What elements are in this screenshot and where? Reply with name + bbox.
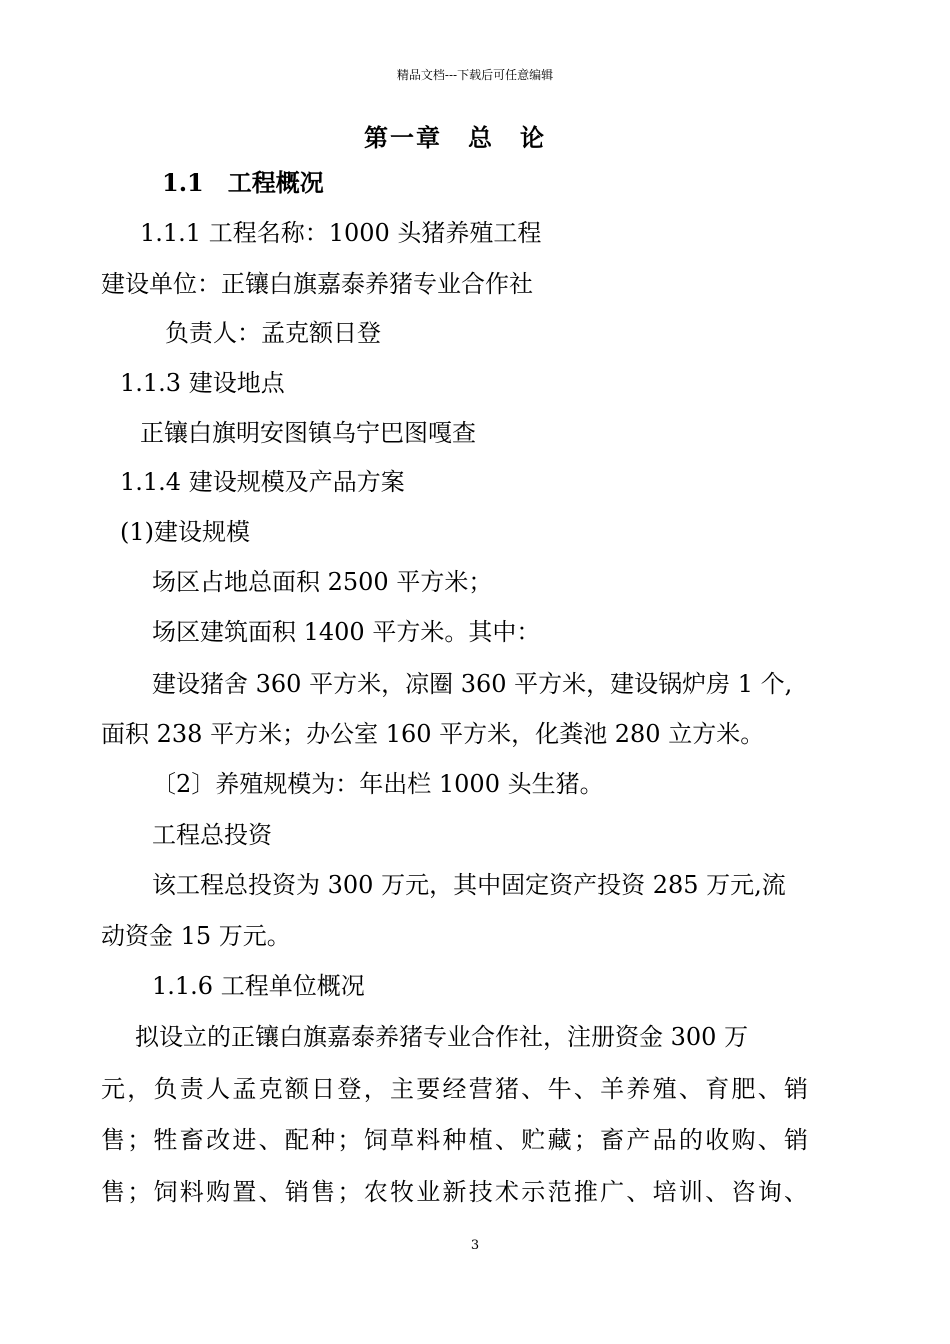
page-number: 3 (470, 1238, 480, 1253)
page-header: 精品文档---下载后可任意编辑 (396, 68, 554, 82)
project-name-line: 1.1.1 工程名称：1000 头猪养殖工程 (140, 219, 542, 247)
responsible-person-line: 负责人：孟克额日登 (165, 319, 381, 347)
paragraph-line: 售；饲料购置、销售；农牧业新技术示范推广、培训、咨询、 (101, 1178, 808, 1206)
paragraph-line: 售；牲畜改进、配种；饲草料种植、贮藏；畜产品的收购、销 (101, 1126, 808, 1154)
chapter-title: 第一章 总 论 (364, 123, 546, 152)
scale-heading: 1.1.4 建设规模及产品方案 (120, 468, 405, 496)
paragraph-line: 该工程总投资为 300 万元，其中固定资产投资 285 万元,流 (152, 871, 786, 899)
scale-subheading: (1)建设规模 (120, 518, 250, 546)
unit-overview-heading: 1.1.6 工程单位概况 (152, 972, 365, 1000)
paragraph-line: 元，负责人孟克额日登，主要经营猪、牛、羊养殖、育肥、销 (101, 1075, 808, 1103)
breeding-scale-line: 〔2〕养殖规模为：年出栏 1000 头生猪。 (152, 770, 604, 798)
paragraph-line: 动资金 15 万元。 (101, 922, 291, 950)
paragraph-line: 建设猪舍 360 平方米，凉圈 360 平方米，建设锅炉房 1 个, (152, 670, 793, 698)
location-heading: 1.1.3 建设地点 (120, 369, 285, 397)
section-title: 1.1 工程概况 (162, 168, 324, 197)
paragraph-line: 面积 238 平方米；办公室 160 平方米，化粪池 280 立方米。 (101, 720, 765, 748)
location-text: 正镶白旗明安图镇乌宁巴图嘎查 (140, 419, 476, 447)
investment-heading: 工程总投资 (152, 821, 272, 849)
paragraph-line: 拟设立的正镶白旗嘉泰养猪专业合作社，注册资金 300 万 (135, 1023, 749, 1051)
builder-line: 建设单位：正镶白旗嘉泰养猪专业合作社 (101, 270, 533, 298)
building-area-line: 场区建筑面积 1400 平方米。其中： (152, 618, 541, 646)
site-area-line: 场区占地总面积 2500 平方米； (152, 568, 493, 596)
